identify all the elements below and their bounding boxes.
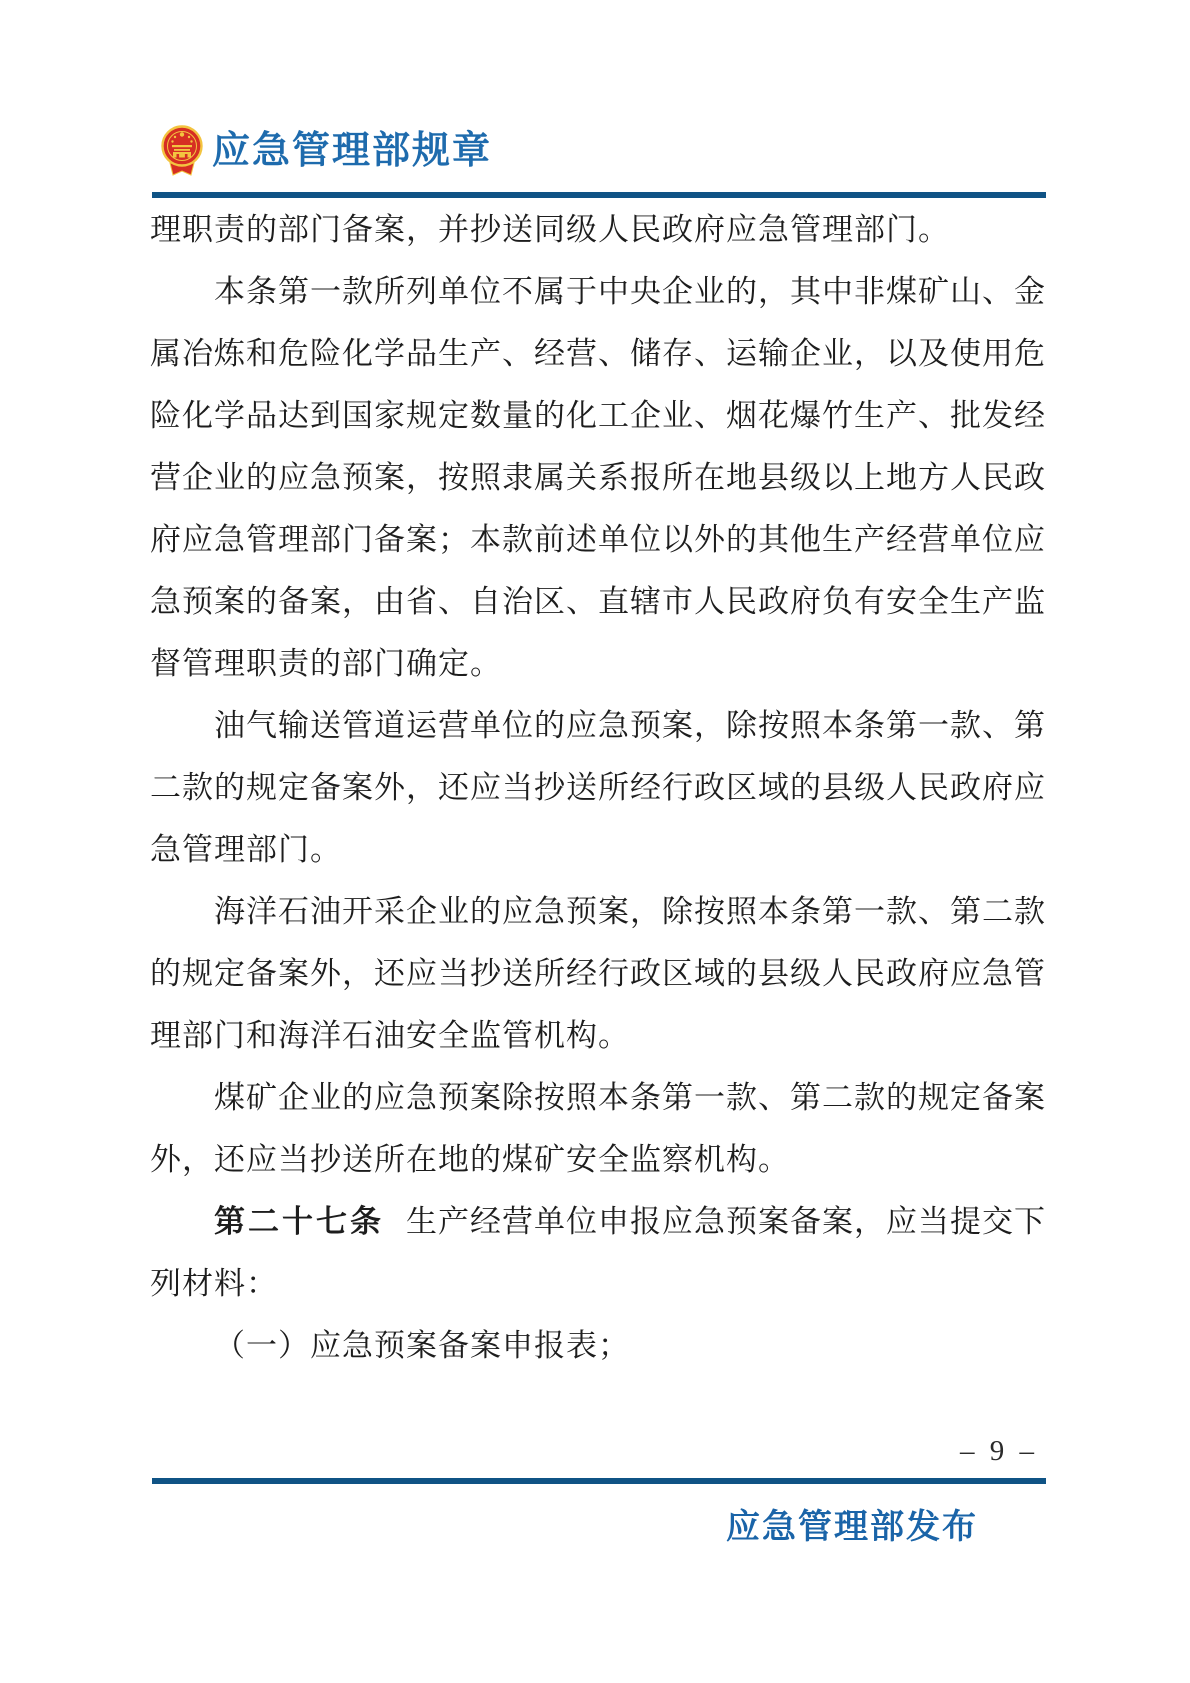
body-line: 的规定备案外，还应当抄送所经行政区域的县级人民政府应急管 [150,956,1046,991]
body-line: 煤矿企业的应急预案除按照本条第一款、第二款的规定备案 [214,1080,1046,1115]
national-emblem-icon [160,125,204,177]
body-line: 急预案的备案，由省、自治区、直辖市人民政府负有安全生产监 [150,584,1046,619]
header-divider [152,192,1046,198]
body-line: 营企业的应急预案，按照隶属关系报所在地县级以上地方人民政 [150,460,1046,495]
body-line: 外，还应当抄送所在地的煤矿安全监察机构。 [150,1142,790,1177]
body-line: 督管理职责的部门确定。 [150,646,502,681]
body-line: 急管理部门。 [150,832,342,867]
body-line: 本条第一款所列单位不属于中央企业的，其中非煤矿山、金 [214,274,1046,309]
article-number: 第二十七条 [214,1204,384,1239]
body-line: （一）应急预案备案申报表； [214,1328,630,1363]
document-body [150,199,1050,1377]
body-line: 第二十七条 生产经营单位申报应急预案备案，应当提交下 [214,1204,1046,1239]
body-line: 理职责的部门备案，并抄送同级人民政府应急管理部门。 [150,212,950,247]
body-line: 理部门和海洋石油安全监管机构。 [150,1018,630,1053]
header-title: 应急管理部规章 [212,130,493,172]
body-line: 府应急管理部门备案；本款前述单位以外的其他生产经营单位应 [150,522,1046,557]
page-number: – 9 – [960,1435,1038,1467]
body-line: 油气输送管道运营单位的应急预案，除按照本条第一款、第 [214,708,1046,743]
body-line: 列材料： [150,1266,278,1301]
body-line: 海洋石油开采企业的应急预案，除按照本条第一款、第二款 [214,894,1046,929]
body-line: 属冶炼和危险化学品生产、经营、储存、运输企业，以及使用危 [150,336,1046,371]
body-line: 二款的规定备案外，还应当抄送所经行政区域的县级人民政府应 [150,770,1046,805]
publisher-label: 应急管理部发布 [726,1508,978,1546]
body-line: 险化学品达到国家规定数量的化工企业、烟花爆竹生产、批发经 [150,398,1046,433]
footer-divider [152,1478,1046,1484]
